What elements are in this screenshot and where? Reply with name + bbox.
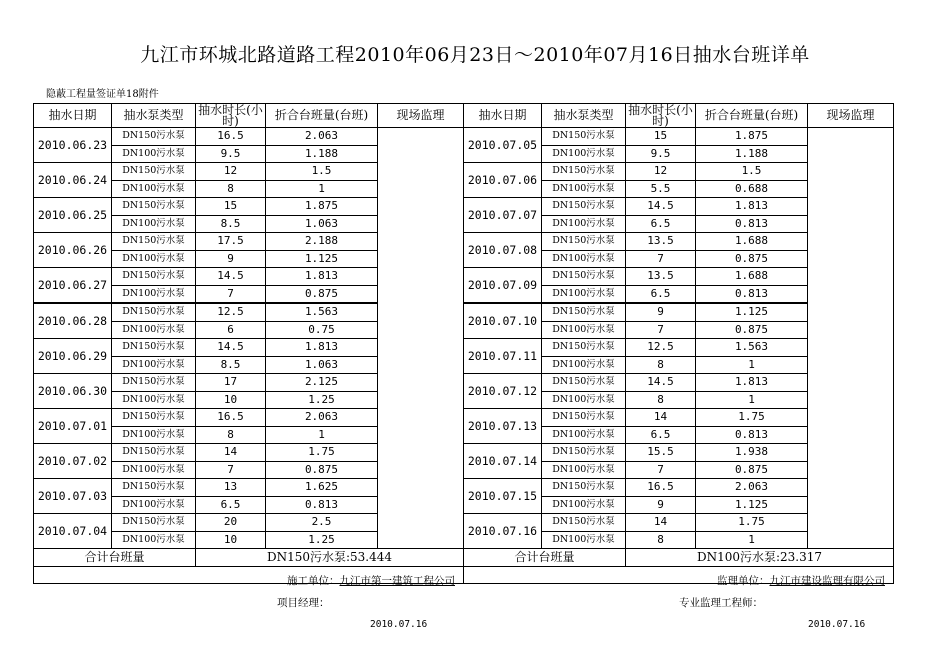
total-label-right: 合计台班量 bbox=[464, 549, 626, 567]
shift-count-cell: 1.125 bbox=[696, 496, 808, 514]
date-cell: 2010.07.04 bbox=[34, 514, 112, 549]
hours-cell: 14.5 bbox=[626, 198, 696, 216]
date-cell: 2010.07.13 bbox=[464, 409, 542, 444]
table-row bbox=[34, 444, 894, 462]
shift-count-cell: 1 bbox=[266, 180, 378, 198]
hours-cell: 8 bbox=[626, 531, 696, 549]
contractor-line bbox=[287, 573, 455, 590]
pump-type-cell: DN150污水泵 bbox=[542, 268, 626, 286]
shift-count-cell: 1.813 bbox=[696, 198, 808, 216]
date-cell: 2010.06.27 bbox=[34, 268, 112, 304]
hours-cell: 17.5 bbox=[196, 233, 266, 251]
pump-type-cell: DN100污水泵 bbox=[542, 496, 626, 514]
pump-type-cell: DN150污水泵 bbox=[112, 268, 196, 286]
table-row bbox=[34, 268, 894, 286]
date-cell: 2010.07.08 bbox=[464, 233, 542, 268]
hours-cell: 9 bbox=[196, 250, 266, 268]
date-cell: 2010.07.06 bbox=[464, 163, 542, 198]
pump-type-cell: DN150污水泵 bbox=[112, 198, 196, 216]
pump-type-cell: DN150污水泵 bbox=[542, 409, 626, 427]
table-row bbox=[34, 198, 894, 216]
pump-type-cell: DN100污水泵 bbox=[542, 391, 626, 409]
hours-cell: 6.5 bbox=[196, 496, 266, 514]
hours-cell: 10 bbox=[196, 531, 266, 549]
shift-count-cell: 0.813 bbox=[266, 496, 378, 514]
pump-type-cell: DN150污水泵 bbox=[112, 163, 196, 181]
hours-cell: 14.5 bbox=[196, 339, 266, 357]
pump-type-cell: DN150污水泵 bbox=[112, 303, 196, 321]
shift-count-cell: 0.813 bbox=[696, 426, 808, 444]
shift-count-cell: 1.563 bbox=[696, 339, 808, 357]
total-value-dn150: DN150污水泵:53.444 bbox=[196, 549, 464, 567]
pump-type-cell: DN150污水泵 bbox=[542, 374, 626, 392]
hours-cell: 12.5 bbox=[196, 303, 266, 321]
shift-count-cell: 0.875 bbox=[266, 461, 378, 479]
pump-type-cell: DN100污水泵 bbox=[112, 145, 196, 163]
total-value-dn100: DN100污水泵:23.317 bbox=[626, 549, 894, 567]
table-row bbox=[34, 409, 894, 427]
shift-count-cell: 1.125 bbox=[266, 250, 378, 268]
date-cell: 2010.07.07 bbox=[464, 198, 542, 233]
shift-count-cell: 2.063 bbox=[696, 479, 808, 497]
pump-type-cell: DN100污水泵 bbox=[112, 531, 196, 549]
shift-count-cell: 0.813 bbox=[696, 215, 808, 233]
header-hours: 抽水时长(小时) bbox=[626, 104, 696, 128]
contractor-date: 2010.07.16 bbox=[370, 618, 428, 630]
shift-count-cell: 1.875 bbox=[696, 128, 808, 146]
pump-type-cell: DN100污水泵 bbox=[542, 145, 626, 163]
pump-type-cell: DN100污水泵 bbox=[112, 215, 196, 233]
hours-cell: 14 bbox=[196, 444, 266, 462]
pump-type-cell: DN150污水泵 bbox=[542, 233, 626, 251]
signature-row bbox=[34, 566, 894, 584]
date-cell: 2010.07.15 bbox=[464, 479, 542, 514]
table-row bbox=[34, 128, 894, 146]
date-cell: 2010.07.14 bbox=[464, 444, 542, 479]
pump-type-cell: DN100污水泵 bbox=[542, 250, 626, 268]
pump-type-cell: DN150污水泵 bbox=[112, 514, 196, 532]
shift-count-cell: 1 bbox=[696, 356, 808, 374]
hours-cell: 14 bbox=[626, 409, 696, 427]
hours-cell: 15.5 bbox=[626, 444, 696, 462]
hours-cell: 15 bbox=[196, 198, 266, 216]
hours-cell: 7 bbox=[196, 461, 266, 479]
pump-type-cell: DN100污水泵 bbox=[542, 215, 626, 233]
shift-count-cell: 1.688 bbox=[696, 268, 808, 286]
pump-type-cell: DN100污水泵 bbox=[112, 356, 196, 374]
hours-cell: 15 bbox=[626, 128, 696, 146]
shift-count-cell: 0.875 bbox=[696, 250, 808, 268]
table-row bbox=[34, 339, 894, 357]
pump-type-cell: DN150污水泵 bbox=[112, 409, 196, 427]
table-row bbox=[34, 163, 894, 181]
totals-row bbox=[34, 549, 894, 567]
hours-cell: 8 bbox=[196, 180, 266, 198]
table-row bbox=[34, 514, 894, 532]
pump-type-cell: DN150污水泵 bbox=[542, 163, 626, 181]
hours-cell: 12 bbox=[626, 163, 696, 181]
supervisor-line bbox=[717, 573, 885, 590]
hours-cell: 8.5 bbox=[196, 215, 266, 233]
pump-type-cell: DN100污水泵 bbox=[542, 180, 626, 198]
header-shifts: 折合台班量(台班) bbox=[696, 104, 808, 128]
total-label-left: 合计台班量 bbox=[34, 549, 196, 567]
shift-count-cell: 2.5 bbox=[266, 514, 378, 532]
attachment-note: 隐蔽工程量签证单18附件 bbox=[46, 89, 159, 100]
pump-type-cell: DN150污水泵 bbox=[112, 339, 196, 357]
hours-cell: 6 bbox=[196, 321, 266, 339]
hours-cell: 8 bbox=[626, 391, 696, 409]
supervisor-cell bbox=[378, 128, 464, 549]
hours-cell: 10 bbox=[196, 391, 266, 409]
shift-count-cell: 1.688 bbox=[696, 233, 808, 251]
hours-cell: 16.5 bbox=[626, 479, 696, 497]
pump-type-cell: DN100污水泵 bbox=[542, 321, 626, 339]
pump-type-cell: DN150污水泵 bbox=[112, 233, 196, 251]
pump-type-cell: DN150污水泵 bbox=[542, 444, 626, 462]
contractor-signature-block bbox=[34, 566, 464, 630]
shift-count-cell: 1.25 bbox=[266, 391, 378, 409]
pump-type-cell: DN150污水泵 bbox=[542, 514, 626, 532]
date-cell: 2010.07.16 bbox=[464, 514, 542, 549]
shift-count-cell: 2.125 bbox=[266, 374, 378, 392]
shift-count-cell: 0.875 bbox=[266, 285, 378, 303]
header-shifts: 折合台班量(台班) bbox=[266, 104, 378, 128]
shift-count-cell: 1 bbox=[696, 531, 808, 549]
project-manager-label: 项目经理： bbox=[277, 596, 330, 609]
pump-type-cell: DN100污水泵 bbox=[112, 285, 196, 303]
table-row bbox=[34, 233, 894, 251]
shift-count-cell: 1.75 bbox=[696, 514, 808, 532]
hours-cell: 5.5 bbox=[626, 180, 696, 198]
hours-cell: 14.5 bbox=[626, 374, 696, 392]
date-cell: 2010.06.25 bbox=[34, 198, 112, 233]
pump-type-cell: DN150污水泵 bbox=[112, 479, 196, 497]
supervisor-label: 监理单位： bbox=[717, 574, 770, 587]
date-cell: 2010.07.01 bbox=[34, 409, 112, 444]
date-cell: 2010.06.23 bbox=[34, 128, 112, 163]
pump-type-cell: DN100污水泵 bbox=[112, 391, 196, 409]
pump-type-cell: DN100污水泵 bbox=[112, 321, 196, 339]
supervisor-date: 2010.07.16 bbox=[808, 618, 866, 630]
date-cell: 2010.07.02 bbox=[34, 444, 112, 479]
hours-cell: 7 bbox=[626, 461, 696, 479]
pump-type-cell: DN100污水泵 bbox=[542, 356, 626, 374]
shift-count-cell: 1.75 bbox=[266, 444, 378, 462]
hours-cell: 9.5 bbox=[626, 145, 696, 163]
header-date: 抽水日期 bbox=[34, 104, 112, 128]
date-cell: 2010.07.12 bbox=[464, 374, 542, 409]
pump-type-cell: DN100污水泵 bbox=[112, 461, 196, 479]
shift-count-cell: 1.5 bbox=[696, 163, 808, 181]
date-cell: 2010.07.10 bbox=[464, 303, 542, 339]
header-pump-type: 抽水泵类型 bbox=[112, 104, 196, 128]
pump-type-cell: DN150污水泵 bbox=[112, 374, 196, 392]
engineer-label: 专业监理工程师： bbox=[679, 596, 763, 609]
hours-cell: 20 bbox=[196, 514, 266, 532]
shift-count-cell: 1 bbox=[696, 391, 808, 409]
pump-type-cell: DN100污水泵 bbox=[112, 426, 196, 444]
date-cell: 2010.07.05 bbox=[464, 128, 542, 163]
shift-count-cell: 1.5 bbox=[266, 163, 378, 181]
pumping-shift-table bbox=[33, 102, 894, 630]
hours-cell: 8.5 bbox=[196, 356, 266, 374]
hours-cell: 16.5 bbox=[196, 128, 266, 146]
hours-cell: 7 bbox=[626, 321, 696, 339]
pump-type-cell: DN100污水泵 bbox=[112, 250, 196, 268]
shift-count-cell: 1.125 bbox=[696, 303, 808, 321]
pump-type-cell: DN100污水泵 bbox=[542, 426, 626, 444]
shift-count-cell: 0.875 bbox=[696, 321, 808, 339]
shift-count-cell: 1 bbox=[266, 426, 378, 444]
shift-count-cell: 0.75 bbox=[266, 321, 378, 339]
hours-cell: 13.5 bbox=[626, 233, 696, 251]
shift-count-cell: 2.188 bbox=[266, 233, 378, 251]
date-cell: 2010.06.28 bbox=[34, 303, 112, 339]
date-cell: 2010.06.30 bbox=[34, 374, 112, 409]
hours-cell: 9 bbox=[626, 303, 696, 321]
hours-cell: 7 bbox=[626, 250, 696, 268]
table-row bbox=[34, 479, 894, 497]
shift-count-cell: 1.188 bbox=[696, 145, 808, 163]
date-cell: 2010.07.09 bbox=[464, 268, 542, 304]
pump-type-cell: DN150污水泵 bbox=[542, 339, 626, 357]
shift-count-cell: 0.813 bbox=[696, 285, 808, 303]
shift-count-cell: 1.938 bbox=[696, 444, 808, 462]
hours-cell: 13.5 bbox=[626, 268, 696, 286]
pump-type-cell: DN100污水泵 bbox=[542, 531, 626, 549]
header-supervisor: 现场监理 bbox=[808, 104, 894, 128]
pump-type-cell: DN150污水泵 bbox=[542, 303, 626, 321]
shift-count-cell: 1.813 bbox=[266, 339, 378, 357]
supervisor-signature-block bbox=[464, 566, 894, 630]
date-cell: 2010.06.29 bbox=[34, 339, 112, 374]
pump-type-cell: DN100污水泵 bbox=[542, 461, 626, 479]
hours-cell: 9 bbox=[626, 496, 696, 514]
shift-count-cell: 2.063 bbox=[266, 409, 378, 427]
page-title: 九江市环城北路道路工程2010年06月23日～2010年07月16日抽水台班详单 bbox=[140, 44, 810, 66]
shift-count-cell: 1.813 bbox=[266, 268, 378, 286]
shift-count-cell: 1.188 bbox=[266, 145, 378, 163]
shift-count-cell: 1.625 bbox=[266, 479, 378, 497]
shift-count-cell: 1.063 bbox=[266, 215, 378, 233]
shift-count-cell: 2.063 bbox=[266, 128, 378, 146]
date-cell: 2010.06.26 bbox=[34, 233, 112, 268]
hours-cell: 9.5 bbox=[196, 145, 266, 163]
hours-cell: 13 bbox=[196, 479, 266, 497]
pump-type-cell: DN150污水泵 bbox=[112, 128, 196, 146]
pump-type-cell: DN150污水泵 bbox=[112, 444, 196, 462]
hours-cell: 14.5 bbox=[196, 268, 266, 286]
hours-cell: 12.5 bbox=[626, 339, 696, 357]
header-hours: 抽水时长(小时) bbox=[196, 104, 266, 128]
supervisor-name: 九江市建设监理有限公司 bbox=[769, 574, 885, 587]
pump-type-cell: DN150污水泵 bbox=[542, 198, 626, 216]
shift-count-cell: 1.563 bbox=[266, 303, 378, 321]
hours-cell: 7 bbox=[196, 285, 266, 303]
hours-cell: 16.5 bbox=[196, 409, 266, 427]
supervisor-cell bbox=[808, 128, 894, 549]
hours-cell: 8 bbox=[626, 356, 696, 374]
table-row bbox=[34, 374, 894, 392]
header-supervisor: 现场监理 bbox=[378, 104, 464, 128]
shift-count-cell: 0.875 bbox=[696, 461, 808, 479]
hours-cell: 6.5 bbox=[626, 426, 696, 444]
shift-count-cell: 1.875 bbox=[266, 198, 378, 216]
shift-count-cell: 1.063 bbox=[266, 356, 378, 374]
pump-type-cell: DN100污水泵 bbox=[542, 285, 626, 303]
hours-cell: 14 bbox=[626, 514, 696, 532]
shift-count-cell: 1.813 bbox=[696, 374, 808, 392]
contractor-name: 九江市第一建筑工程公司 bbox=[339, 574, 455, 587]
contractor-label: 施工单位： bbox=[287, 574, 340, 587]
pump-type-cell: DN150污水泵 bbox=[542, 128, 626, 146]
shift-count-cell: 1.75 bbox=[696, 409, 808, 427]
shift-count-cell: 1.25 bbox=[266, 531, 378, 549]
shift-count-cell: 0.688 bbox=[696, 180, 808, 198]
header-pump-type: 抽水泵类型 bbox=[542, 104, 626, 128]
pump-type-cell: DN100污水泵 bbox=[112, 180, 196, 198]
table-body bbox=[34, 128, 894, 549]
header-row bbox=[34, 104, 894, 128]
hours-cell: 17 bbox=[196, 374, 266, 392]
table-row bbox=[34, 303, 894, 321]
pump-type-cell: DN150污水泵 bbox=[542, 479, 626, 497]
pump-type-cell: DN100污水泵 bbox=[112, 496, 196, 514]
hours-cell: 6.5 bbox=[626, 285, 696, 303]
date-cell: 2010.07.11 bbox=[464, 339, 542, 374]
date-cell: 2010.06.24 bbox=[34, 163, 112, 198]
header-date: 抽水日期 bbox=[464, 104, 542, 128]
hours-cell: 6.5 bbox=[626, 215, 696, 233]
hours-cell: 12 bbox=[196, 163, 266, 181]
hours-cell: 8 bbox=[196, 426, 266, 444]
date-cell: 2010.07.03 bbox=[34, 479, 112, 514]
